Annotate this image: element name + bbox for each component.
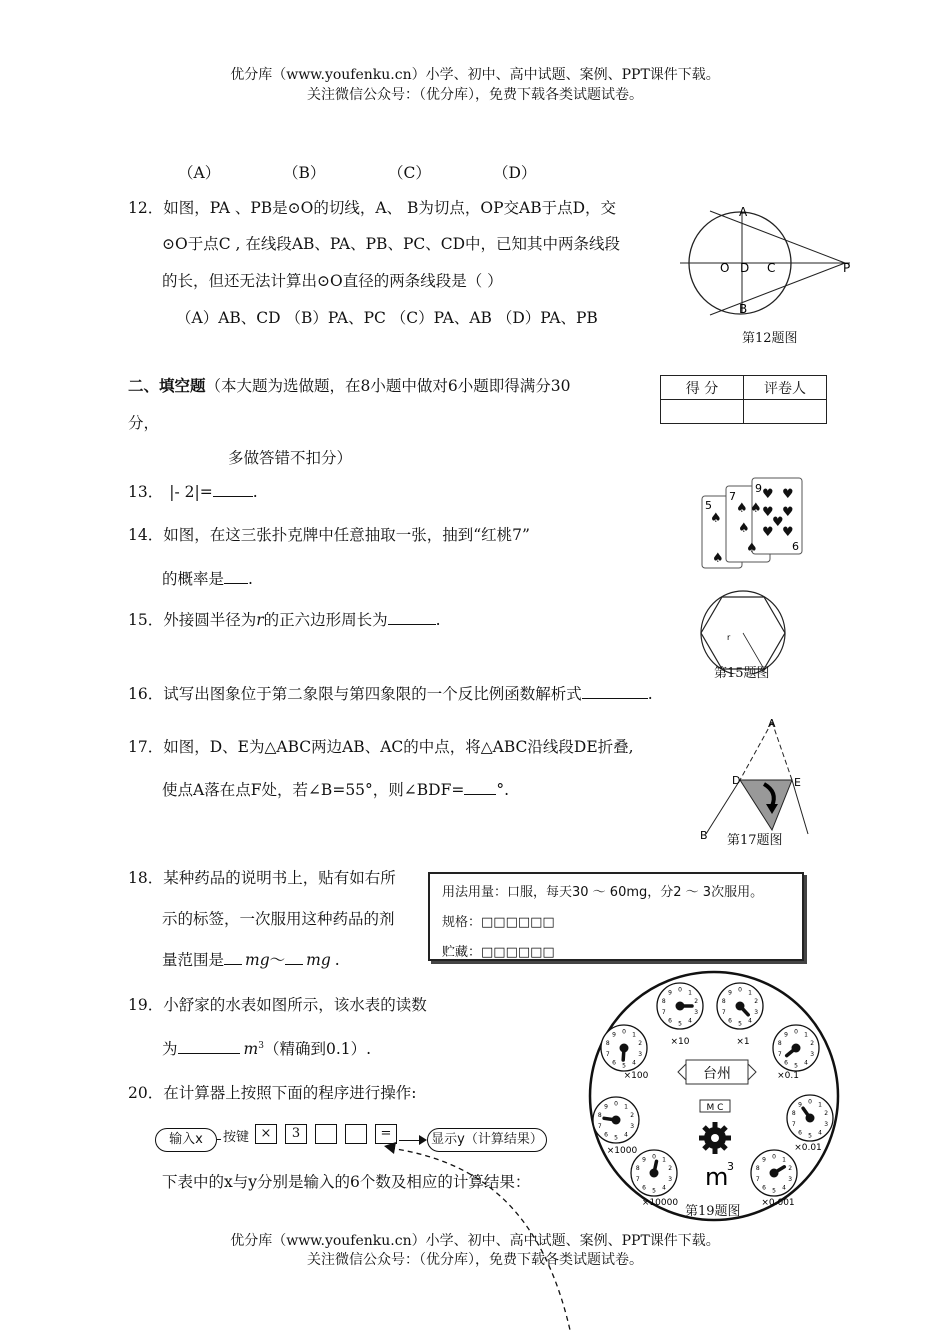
q18-blank-2[interactable] xyxy=(285,950,303,965)
svg-text:♥: ♥ xyxy=(782,525,794,540)
q17-text: 使点A落在点F处，若∠B=55°，则∠BDF= xyxy=(162,781,465,799)
header-line-1: 优分库（www.youfenku.cn）小学、初中、高中试题、案例、PPT课件下载。 xyxy=(230,67,720,83)
meter-dial-digit: 4 xyxy=(688,1017,692,1025)
meter-dial-digit: 6 xyxy=(728,1017,732,1025)
meter-dial-digit: 4 xyxy=(748,1017,752,1025)
q18-unit-1: mg xyxy=(245,951,270,969)
q12-tangent-pb xyxy=(710,263,845,315)
q13 xyxy=(128,480,258,502)
meter-dial-pointer xyxy=(623,1048,624,1060)
meter-mc-label: M C xyxy=(706,1103,724,1113)
meter-dial-digit: 3 xyxy=(638,1050,643,1058)
q16 xyxy=(128,682,653,704)
meter-dial-digit: 6 xyxy=(668,1017,672,1025)
meter-dial-digit: 7 xyxy=(755,1175,760,1183)
meter-dial-digit: 5 xyxy=(652,1187,656,1195)
q12-label-a: A xyxy=(739,205,748,219)
meter-dial-label: ×0.1 xyxy=(777,1071,799,1081)
footer-line-2: 关注微信公众号：（优分库），免费下载各类试题试卷。 xyxy=(307,1252,643,1268)
q15-post: 的正六边形周长为 xyxy=(263,611,388,629)
q13-blank[interactable] xyxy=(213,482,253,497)
q17-label-a: A xyxy=(768,717,776,730)
q19-unit: m xyxy=(243,1040,259,1058)
q12-label-p: P xyxy=(843,261,851,275)
q17-blank[interactable] xyxy=(464,780,496,795)
meter-dial-digit: 5 xyxy=(772,1187,776,1195)
q11-option-a: （A） xyxy=(178,164,221,182)
q12-tangent-pa xyxy=(710,211,845,263)
q12-figure xyxy=(680,200,860,320)
footer-line-1: 优分库（www.youfenku.cn）小学、初中、高中试题、案例、PPT课件下载。 xyxy=(230,1233,720,1249)
meter-dial-digit: 3 xyxy=(668,1175,673,1183)
q12-label-c: C xyxy=(767,261,776,275)
q18-label-row-spec: 规格：□□□□□□ xyxy=(442,915,555,930)
q13-expr: |- 2|= xyxy=(169,483,213,501)
meter-dial-digit: 8 xyxy=(597,1112,602,1120)
meter-dial-digit: 1 xyxy=(624,1103,628,1111)
meter-dial-label: ×0.001 xyxy=(761,1198,795,1208)
meter-dial-digit: 9 xyxy=(642,1156,646,1164)
meter-dial-digit: 1 xyxy=(804,1031,808,1039)
q17-line-db xyxy=(706,780,740,834)
card-right-rank: 9 xyxy=(755,482,762,495)
meter-dial-digit: 7 xyxy=(721,1008,726,1016)
meter-dial-digit: 0 xyxy=(678,986,682,994)
meter-dial-label: ×10 xyxy=(670,1037,690,1047)
meter-dial-digit: 5 xyxy=(738,1020,742,1028)
q18-end: . xyxy=(334,951,340,969)
svg-text:♥: ♥ xyxy=(782,487,794,502)
q17-line-1: 17．如图，D、E为△ABC两边AB、AC的中点，将△ABC沿线段DE折叠, xyxy=(128,738,634,756)
meter-dial-digit: 4 xyxy=(632,1059,636,1067)
svg-text:♠: ♠ xyxy=(710,511,722,526)
meter-dial-digit: 1 xyxy=(632,1031,636,1039)
meter-dial-pointer xyxy=(604,1118,616,1120)
meter-dial-digit: 7 xyxy=(597,1122,602,1130)
header-line-2: 关注微信公众号：（优分库），免费下载各类试题试卷。 xyxy=(307,87,643,103)
q12-line-2: ⊙O于点C , 在线段AB、PA、PB、PC、CD中，已知其中两条线段 xyxy=(162,235,621,253)
q19-line-1: 19．小舒家的水表如图所示，该水表的读数 xyxy=(128,996,427,1014)
q15-caption: 第15题图 xyxy=(714,666,770,681)
meter-dial-digit: 7 xyxy=(661,1008,666,1016)
svg-text:♥: ♥ xyxy=(762,525,774,540)
q12-line-1: 12．如图，PA 、PB是⊙O的切线，A、 B为切点，OP交AB于点D，交 xyxy=(128,199,617,217)
flow-output: 显示y（计算结果） xyxy=(427,1128,547,1152)
meter-dial-label: ×100 xyxy=(623,1071,649,1081)
section2-desc-3: 多做答错不扣分） xyxy=(228,449,353,467)
meter-center-label: 台州 xyxy=(703,1066,731,1082)
svg-text:♠: ♠ xyxy=(738,521,750,536)
meter-dial-digit: 1 xyxy=(782,1156,786,1164)
section2-desc-2: 分， xyxy=(128,414,160,432)
svg-text:♥: ♥ xyxy=(762,505,774,520)
meter-dial-digit: 8 xyxy=(777,1040,782,1048)
meter-dial-digit: 0 xyxy=(772,1153,776,1161)
meter-dial-digit: 3 xyxy=(694,1008,699,1016)
q18-line-2: 示的标签，一次服用这种药品的剂 xyxy=(162,910,395,928)
meter-unit-label: m xyxy=(705,1163,729,1191)
meter-dial-digit: 5 xyxy=(794,1062,798,1070)
key-3[interactable]: 3 xyxy=(285,1124,307,1144)
meter-unit-sup: 3 xyxy=(727,1160,734,1173)
meter-dial-digit: 5 xyxy=(808,1132,812,1140)
meter-dial-digit: 6 xyxy=(784,1059,788,1067)
q17-label-d: D xyxy=(732,774,741,787)
q20-line-1: 20．在计算器上按照下面的程序进行操作: xyxy=(128,1084,417,1102)
meter-dial-digit: 0 xyxy=(622,1028,626,1036)
q19-post: （精确到0.1）. xyxy=(263,1040,372,1058)
q17-caption: 第17题图 xyxy=(727,833,783,848)
meter-dial-digit: 6 xyxy=(642,1184,646,1192)
score-table xyxy=(660,375,827,424)
meter-dial-digit: 0 xyxy=(808,1098,812,1106)
svg-text:♥: ♥ xyxy=(772,515,784,530)
meter-dial-digit: 4 xyxy=(818,1129,822,1137)
svg-text:♥: ♥ xyxy=(782,505,794,520)
meter-dial-label: ×1000 xyxy=(606,1146,638,1156)
meter-dial-digit: 2 xyxy=(754,998,759,1006)
q15-end: . xyxy=(435,611,441,629)
meter-dial-digit: 2 xyxy=(810,1040,815,1048)
meter-dial-digit: 6 xyxy=(612,1059,616,1067)
meter-dial-digit: 0 xyxy=(652,1153,656,1161)
meter-dial-digit: 8 xyxy=(755,1165,760,1173)
meter-dial-digit: 9 xyxy=(784,1031,788,1039)
q17-dash-ad xyxy=(740,722,772,780)
q18-label-row-usage: 用法用量：口服，每天30 ～ 60mg，分2 ～ 3次服用。 xyxy=(442,885,764,900)
meter-dial-digit: 9 xyxy=(604,1103,608,1111)
q14-text: 的概率是 xyxy=(162,570,225,588)
q19-line-2 xyxy=(162,1037,371,1059)
meter-dial-digit: 2 xyxy=(638,1040,643,1048)
meter-dial-digit: 0 xyxy=(614,1100,618,1108)
key-blank-1[interactable] xyxy=(315,1124,337,1144)
meter-dial-digit: 7 xyxy=(635,1175,640,1183)
flow-input: 输入x xyxy=(155,1128,217,1152)
q19-text: 为 xyxy=(162,1040,178,1058)
score-cell-score[interactable] xyxy=(661,400,744,424)
meter-dial-digit: 3 xyxy=(788,1175,793,1183)
card-right-rank-bottom: 6 xyxy=(792,540,799,553)
q18-label-row-storage: 贮藏：□□□□□□ xyxy=(442,945,555,960)
q14-blank[interactable] xyxy=(224,569,248,584)
card-left-rank: 5 xyxy=(705,499,712,512)
q14-line-1: 14．如图，在这三张扑克牌中任意抽取一张，抽到“红桃7” xyxy=(128,526,530,544)
meter-dial-digit: 1 xyxy=(688,989,692,997)
meter-dial-digit: 0 xyxy=(794,1028,798,1036)
q19-unit-sup: 3 xyxy=(258,1040,264,1051)
meter-dial-digit: 9 xyxy=(798,1101,802,1109)
q18-line-1: 18．某种药品的说明书上，贴有如右所 xyxy=(128,869,396,887)
meter-dial-digit: 2 xyxy=(668,1165,673,1173)
meter-dial-digit: 9 xyxy=(612,1031,616,1039)
meter-dial-digit: 7 xyxy=(605,1050,610,1058)
q16-blank[interactable] xyxy=(582,684,648,699)
key-times[interactable]: × xyxy=(255,1124,277,1144)
meter-dial-digit: 9 xyxy=(668,989,672,997)
score-cell-grader[interactable] xyxy=(744,400,827,424)
meter-dial-digit: 0 xyxy=(738,986,742,994)
q11-option-d: （D） xyxy=(493,164,537,182)
meter-dial-digit: 2 xyxy=(694,998,699,1006)
score-header-grader: 评卷人 xyxy=(744,376,827,400)
meter-dial-label: ×0.01 xyxy=(794,1143,822,1153)
meter-dial-digit: 4 xyxy=(782,1184,786,1192)
q18-sep: ～ xyxy=(269,951,286,969)
q15-var: r xyxy=(256,611,264,629)
q20-line-2: 下表中的x与y分别是输入的6个数及相应的计算结果： xyxy=(162,1173,531,1191)
q14-end: . xyxy=(248,570,253,588)
q12-caption: 第12题图 xyxy=(742,331,798,346)
q17-dash-ae xyxy=(772,722,792,780)
q15-radius-label: r xyxy=(727,633,731,642)
score-header-score: 得 分 xyxy=(661,376,744,400)
q18-medicine-label xyxy=(428,872,804,961)
meter-dial-digit: 1 xyxy=(662,1156,666,1164)
key-equals[interactable]: = xyxy=(375,1124,397,1144)
meter-dial-pointer xyxy=(654,1161,657,1173)
meter-dial-digit: 8 xyxy=(721,998,726,1006)
key-blank-2[interactable] xyxy=(345,1124,367,1144)
svg-text:♠: ♠ xyxy=(736,501,748,516)
flow-key-label: 按键 xyxy=(223,1130,250,1145)
meter-dial-digit: 6 xyxy=(798,1129,802,1137)
q15-blank[interactable] xyxy=(388,610,436,625)
q17-figure xyxy=(698,712,818,842)
svg-text:♠: ♠ xyxy=(750,501,762,516)
meter-dial-digit: 3 xyxy=(754,1008,759,1016)
q19-water-meter xyxy=(588,968,840,1230)
q19-caption: 第19题图 xyxy=(685,1204,741,1219)
meter-dial-digit: 6 xyxy=(604,1131,608,1139)
q12-label-o: O xyxy=(720,261,730,275)
q17-end: °. xyxy=(496,781,510,799)
meter-dial-digit: 5 xyxy=(678,1020,682,1028)
q15-pre: 15．外接圆半径为 xyxy=(128,611,257,629)
q13-end: . xyxy=(252,483,258,501)
q12-line-3: 的长，但还无法计算出⊙O直径的两条线段是（ ） xyxy=(162,272,503,290)
q14-line-2 xyxy=(162,567,253,589)
meter-dial-digit: 3 xyxy=(810,1050,815,1058)
meter-dial-digit: 2 xyxy=(630,1112,635,1120)
meter-dial-digit: 9 xyxy=(762,1156,766,1164)
q17-label-b: B xyxy=(700,829,708,842)
section2-heading xyxy=(128,374,570,396)
q11-option-c: （C） xyxy=(388,164,431,182)
meter-dial-digit: 6 xyxy=(762,1184,766,1192)
meter-dial-digit: 3 xyxy=(630,1122,635,1130)
q18-blank-1[interactable] xyxy=(224,950,242,965)
svg-text:♥: ♥ xyxy=(762,487,774,502)
meter-dial-digit: 7 xyxy=(791,1120,796,1128)
meter-dial-digit: 2 xyxy=(824,1110,829,1118)
q12-label-b: B xyxy=(739,302,748,316)
meter-dial-digit: 7 xyxy=(777,1050,782,1058)
q12-label-d: D xyxy=(740,261,750,275)
svg-text:♠: ♠ xyxy=(712,551,724,566)
q19-blank[interactable] xyxy=(178,1039,240,1054)
meter-dial-digit: 4 xyxy=(624,1131,628,1139)
meter-dial-label: ×1 xyxy=(736,1037,750,1047)
svg-text:♠: ♠ xyxy=(746,541,758,556)
meter-dial-digit: 1 xyxy=(818,1101,822,1109)
meter-dial-digit: 2 xyxy=(788,1165,793,1173)
q18-line-3 xyxy=(162,948,340,970)
q17-line-2 xyxy=(162,778,509,800)
q15 xyxy=(128,608,441,630)
meter-dial-digit: 8 xyxy=(605,1040,610,1048)
q16-end: . xyxy=(647,685,653,703)
meter-dial-digit: 3 xyxy=(824,1120,829,1128)
section2-desc-1: （本大题为选做题，在8小题中做对6小题即得满分30 xyxy=(205,377,571,395)
q11-option-b: （B） xyxy=(283,164,326,182)
section2-title: 二、填空题 xyxy=(128,377,206,395)
meter-dial-digit: 5 xyxy=(622,1062,626,1070)
q16-text: 16．试写出图象位于第二象限与第四象限的一个反比例函数解析式 xyxy=(128,685,582,703)
meter-dial-digit: 8 xyxy=(791,1110,796,1118)
meter-dial-digit: 4 xyxy=(804,1059,808,1067)
meter-dial-digit: 9 xyxy=(728,989,732,997)
card-middle-rank: 7 xyxy=(729,490,736,503)
q18-unit-2: mg xyxy=(306,951,331,969)
meter-dial-digit: 4 xyxy=(662,1184,666,1192)
meter-dial-digit: 1 xyxy=(748,989,752,997)
q12-options: （A）AB、CD （B）PA、PC （C）PA、AB （D）PA、PB xyxy=(176,309,598,327)
meter-dial-label: ×10000 xyxy=(641,1198,679,1208)
meter-dial-digit: 8 xyxy=(661,998,666,1006)
q17-label-e: E xyxy=(794,776,801,789)
meter-dial-digit: 8 xyxy=(635,1165,640,1173)
q13-num: 13． xyxy=(128,483,164,501)
meter-dial-digit: 5 xyxy=(614,1134,618,1142)
q18-text: 量范围是 xyxy=(162,951,225,969)
cards-figure xyxy=(698,476,808,576)
